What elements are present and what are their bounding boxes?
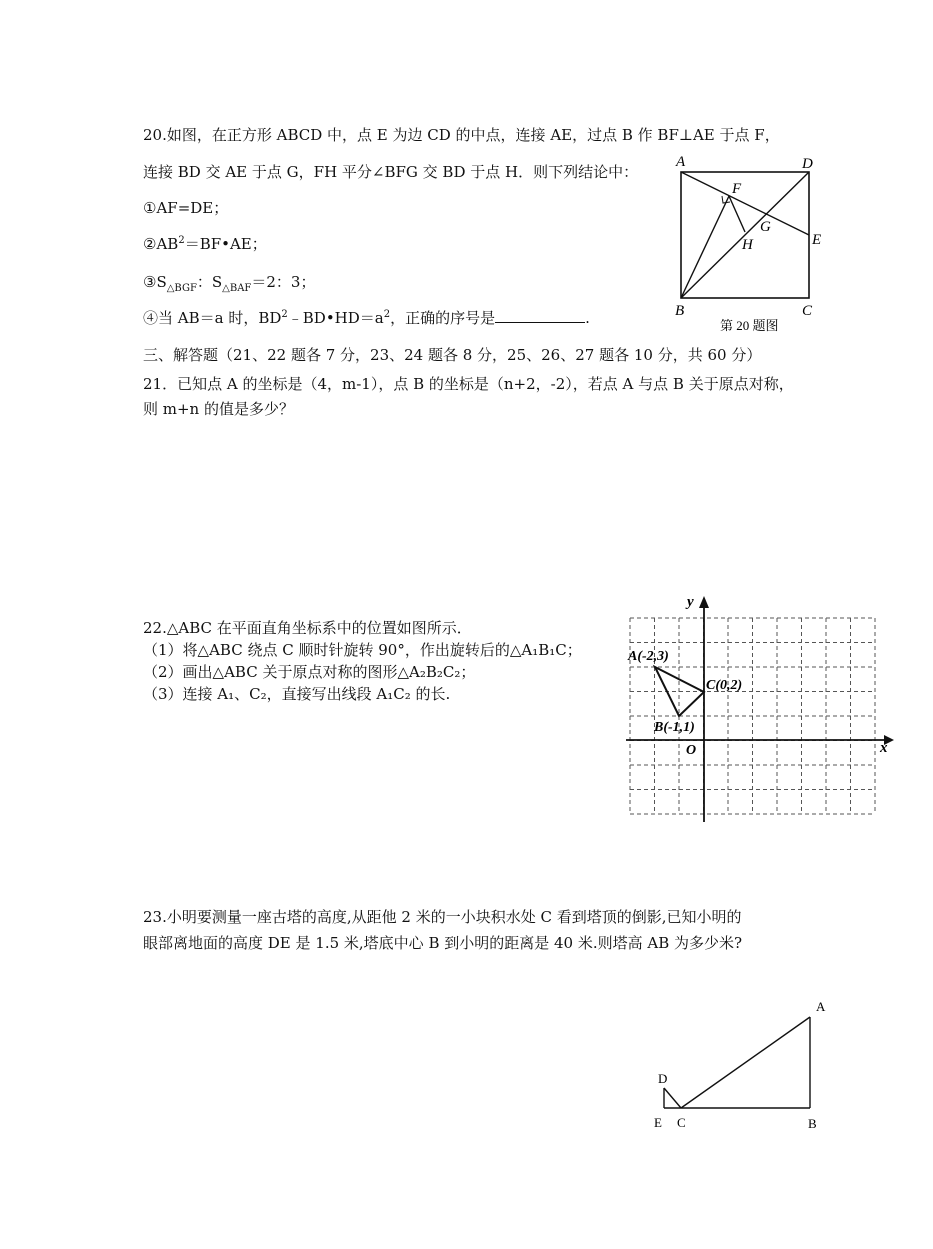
label-B: B xyxy=(675,303,685,319)
q20-option-4 xyxy=(143,307,590,328)
y-axis-arrow xyxy=(699,596,709,608)
q20-opt4-post: ，正确的序号是 xyxy=(390,309,496,327)
label-E: E xyxy=(812,232,822,248)
q20-line2: 连接 BD 交 AE 于点 G，FH 平分∠BFG 交 BD 于点 H．则下列结论中： xyxy=(143,163,639,181)
q20-option-3 xyxy=(143,271,315,294)
y-axis-label: y xyxy=(687,594,694,610)
q20-answer-blank[interactable] xyxy=(495,308,585,323)
label-F: F xyxy=(732,181,742,197)
dashed-grid xyxy=(630,618,875,814)
point-b-label: B(-1,1) xyxy=(654,720,695,735)
label-E: E xyxy=(654,1115,662,1130)
label-D: D xyxy=(802,156,813,172)
line-fh xyxy=(729,196,745,232)
label-D: D xyxy=(658,1071,668,1086)
segment-ca xyxy=(681,1017,810,1108)
segment-dc xyxy=(664,1088,681,1108)
q20-option-2 xyxy=(143,233,267,254)
q20-opt3-pre: ③S xyxy=(143,273,167,291)
label-A: A xyxy=(676,154,686,170)
line-ae xyxy=(681,172,809,235)
label-H: H xyxy=(742,237,753,253)
origin-label: O xyxy=(686,743,697,758)
q20-option-1: ①AF=DE； xyxy=(143,199,229,217)
x-axis-label: x xyxy=(880,740,888,756)
q21-line2: 则 m+n 的值是多少？ xyxy=(143,400,294,418)
line-bd xyxy=(681,172,809,298)
q20-opt4-mid: ﹣BD•HD＝a xyxy=(287,309,384,327)
q22-line3: （2）画出△ABC 关于原点对称的图形△A₂B₂C₂； xyxy=(143,663,476,681)
q20-opt4-sup2: 2 xyxy=(383,309,391,320)
q22-figure xyxy=(622,590,897,826)
label-C: C xyxy=(677,1115,686,1130)
point-a-label: A(-2,3) xyxy=(628,649,669,664)
q20-opt2-sup: 2 xyxy=(178,235,185,246)
q20-opt4-sup1: 2 xyxy=(281,309,288,320)
q20-opt2-pre: ②AB xyxy=(143,235,179,253)
label-B: B xyxy=(808,1116,817,1131)
section-3-heading: 三、解答题（21、22 题各 7 分，23、24 题各 8 分，25、26、27 题各 10 分，共 60 分） xyxy=(143,346,762,364)
q22-line4: （3）连接 A₁、C₂，直接写出线段 A₁C₂ 的长. xyxy=(143,685,451,703)
q20-opt3-mid: ：S xyxy=(196,273,223,291)
q20-opt4-pre: ④当 AB＝a 时，BD xyxy=(143,309,282,327)
q22-line2: （1）将△ABC 绕点 C 顺时针旋转 90°，作出旋转后的△A₁B₁C； xyxy=(143,641,582,659)
figure-20-caption: 第 20 题图 xyxy=(720,318,779,333)
label-A: A xyxy=(816,999,826,1014)
q23-line2: 眼部离地面的高度 DE 是 1.5 米,塔底中心 B 到小明的距离是 40 米.则塔高 AB 为多少米? xyxy=(143,934,743,952)
q21-line1: 21．已知点 A 的坐标是（4，m-1），点 B 的坐标是（n+2，-2），若点 A 与点 B 关于原点对称， xyxy=(143,375,794,393)
q20-opt4-end: . xyxy=(585,309,590,327)
q20-opt3-sub1: △BGF xyxy=(166,283,197,294)
q20-opt2-post: ＝BF•AE； xyxy=(184,235,267,253)
q22-line1: 22.△ABC 在平面直角坐标系中的位置如图所示． xyxy=(143,619,472,637)
q20-line1: 20.如图，在正方形 ABCD 中，点 E 为边 CD 的中点，连接 AE，过点 B 作 BF⊥AE 于点 F， xyxy=(143,126,780,144)
q20-figure xyxy=(668,150,833,340)
line-bf xyxy=(681,196,729,298)
label-G: G xyxy=(760,219,771,235)
q20-opt3-post: ＝2：3； xyxy=(251,273,316,291)
q23-figure xyxy=(645,990,835,1135)
q20-opt3-sub2: △BAF xyxy=(222,283,252,294)
point-c-label: C(0,2) xyxy=(706,678,743,693)
q23-line1: 23.小明要测量一座古塔的高度,从距他 2 米的一小块积水处 C 看到塔顶的倒影,已知小明的 xyxy=(143,908,742,926)
label-C: C xyxy=(802,303,813,319)
